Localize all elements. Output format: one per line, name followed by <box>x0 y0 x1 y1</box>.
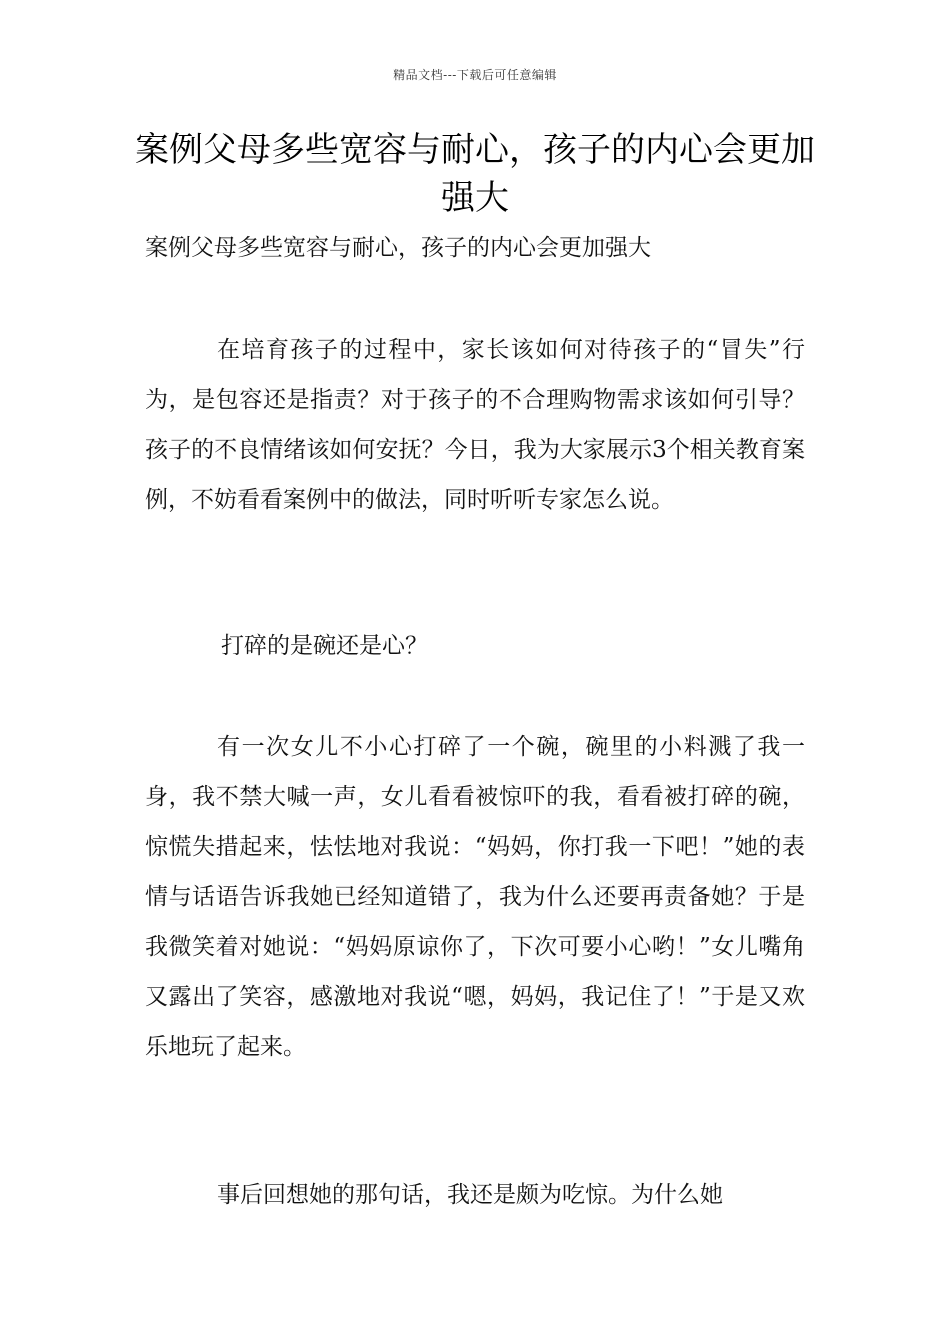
intro-paragraph: 在培育孩子的过程中，家长该如何对待孩子的“冒失”行为，是包容还是指责？对于孩子的不合理购物需求该如何引导？孩子的不良情绪该如何安抚？今日，我为大家展示3个相关教育案例，不妨看看案例中的做法，同时听听专家怎么说。 <box>145 337 805 513</box>
section-heading: 打碎的是碗还是心？ <box>221 633 428 659</box>
continuation-paragraph: 事后回想她的那句话，我还是颇为吃惊。为什么她 <box>217 1182 723 1208</box>
document-subtitle: 案例父母多些宽容与耐心，孩子的内心会更加强大 <box>145 235 651 261</box>
header-note: 精品文档---下载后可任意编辑 <box>393 68 557 82</box>
story-paragraph: 有一次女儿不小心打碎了一个碗，碗里的小料溅了我一身，我不禁大喊一声，女儿看看被惊吓的我，看看被打碎的碗，惊慌失措起来，怯怯地对我说：“妈妈，你打我一下吧！”她的表情与话语告诉我她已经知道错了，我为什么还要再责备她？于是我微笑着对她说：“妈妈原谅你了，下次可要小心哟！”女儿嘴角又露出了笑容，感激地对我说“嗯，妈妈，我记住了！”于是又欢乐地玩了起来。 <box>145 734 805 1060</box>
document-title: 案例父母多些宽容与耐心，孩子的内心会更加强大 <box>135 130 815 218</box>
